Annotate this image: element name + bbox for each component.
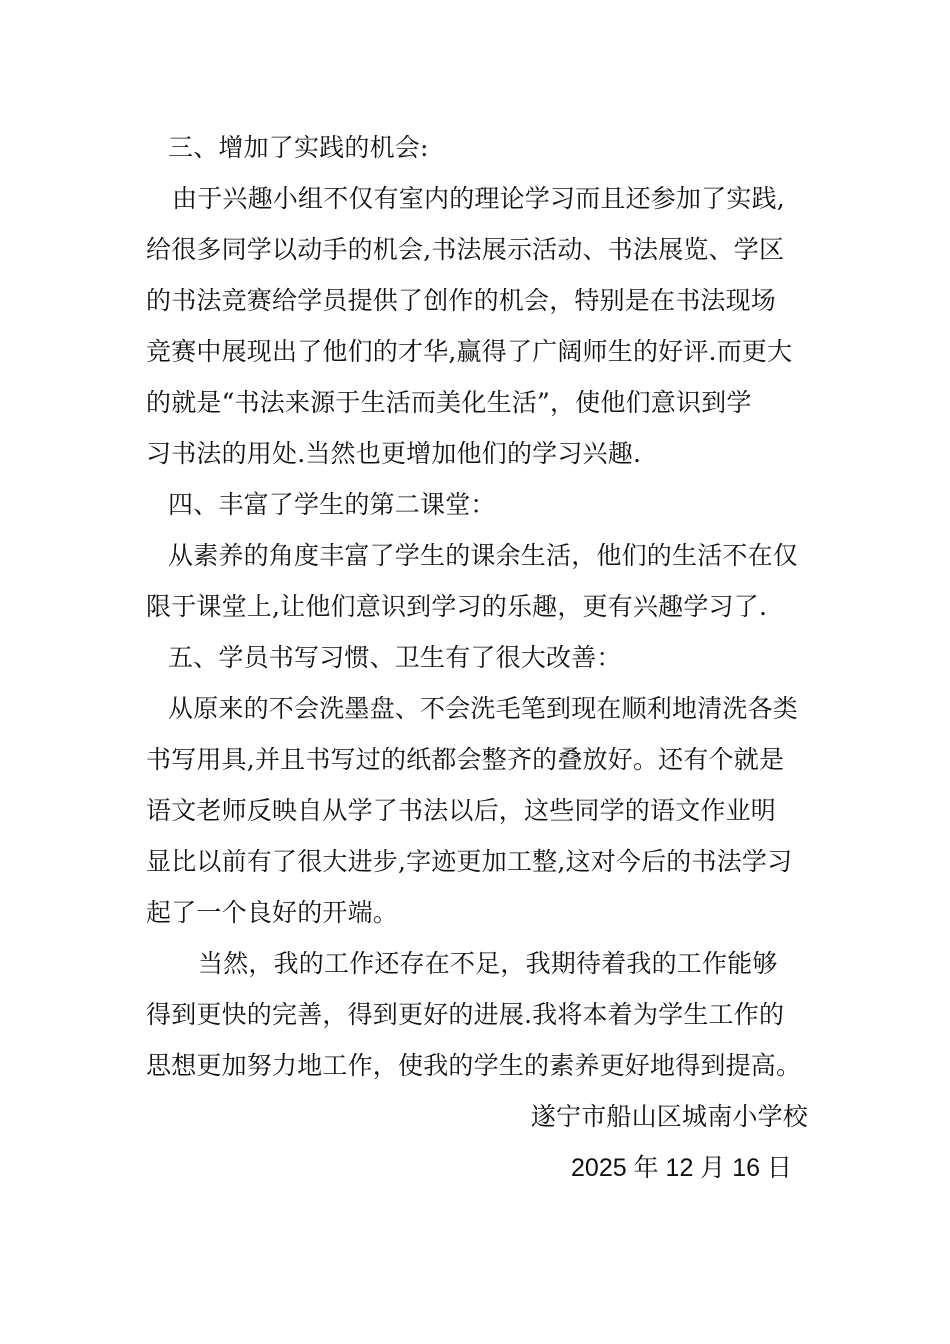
paragraph-line: 从素养的角度丰富了学生的课余生活，他们的生活不在仅 — [168, 541, 799, 570]
paragraph-line: 的书法竞赛给学员提供了创作的机会，特别是在书法现场 — [146, 286, 777, 315]
date: 2025 年 12 月 16 日 — [571, 1154, 792, 1182]
closing-paragraph-line: 思想更加努力地工作，使我的学生的素养更好地得到提高。 — [146, 1051, 802, 1080]
section-heading-4: 四、丰富了学生的第二课堂： — [168, 490, 496, 519]
paragraph-line: 由于兴趣小组不仅有室内的理论学习而且还参加了实践, — [172, 184, 785, 213]
paragraph-line: 从原来的不会洗墨盘、不会洗毛笔到现在顺利地清洗各类 — [168, 694, 799, 723]
signature: 遂宁市船山区城南小学校 — [530, 1102, 808, 1131]
paragraph-line: 习书法的用处.当然也更增加他们的学习兴趣. — [146, 439, 642, 468]
paragraph-line: 书写用具,并且书写过的纸都会整齐的叠放好。还有个就是 — [146, 745, 785, 774]
section-heading-3: 三、增加了实践的机会: — [168, 133, 429, 162]
paragraph-line: 语文老师反映自从学了书法以后，这些同学的语文作业明 — [146, 796, 777, 825]
paragraph-line: 显比以前有了很大进步,字迹更加工整,这对今后的书法学习 — [146, 847, 793, 876]
paragraph-line: 竞赛中展现出了他们的才华,赢得了广阔师生的好评.而更大 — [146, 337, 793, 366]
paragraph-line: 的就是“书法来源于生活而美化生活”，使他们意识到学 — [146, 388, 752, 417]
paragraph-line: 限于课堂上,让他们意识到学习的乐趣，更有兴趣学习了. — [146, 592, 768, 621]
paragraph-line: 给很多同学以动手的机会,书法展示活动、书法展览、学区 — [146, 235, 785, 264]
section-heading-5: 五、学员书写习惯、卫生有了很大改善： — [168, 643, 622, 672]
paragraph-line: 起了一个良好的开端。 — [146, 898, 399, 927]
closing-paragraph-line: 当然，我的工作还存在不足，我期待着我的工作能够 — [198, 949, 778, 978]
closing-paragraph-line: 得到更快的完善，得到更好的进展.我将本着为学生工作的 — [146, 1000, 785, 1029]
